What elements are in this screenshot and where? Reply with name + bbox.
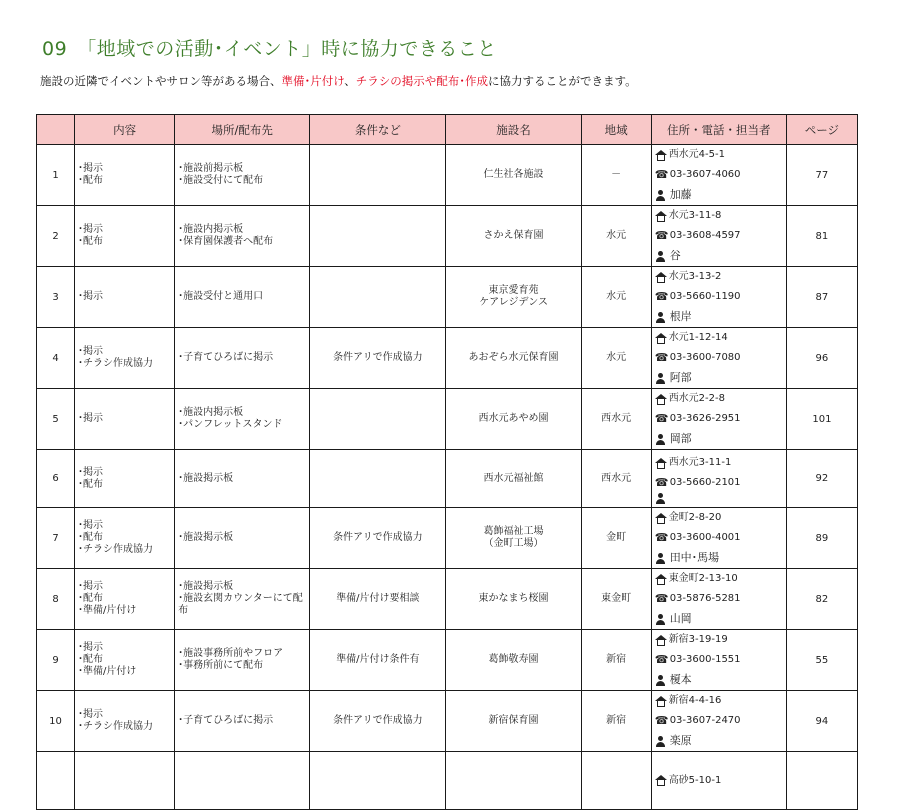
table-row	[37, 691, 858, 752]
contact-person	[655, 185, 786, 205]
row-facility: 葛飾敬寿園	[446, 630, 581, 691]
row-number: 3	[37, 267, 75, 328]
person-text: 榎本	[669, 673, 692, 686]
contact-address	[655, 771, 786, 791]
row-condition	[310, 267, 446, 328]
subtitle-part1: 施設の近隣でイベントやサロン等がある場合、	[40, 74, 282, 88]
contact-address	[655, 206, 786, 226]
telephone-icon: ☎	[654, 592, 669, 605]
row-facility: さかえ保育園	[446, 206, 581, 267]
person-icon	[655, 373, 666, 384]
person-icon	[655, 312, 666, 323]
contact-tel	[655, 528, 786, 548]
person-text: 加藤	[669, 188, 692, 201]
row-content: ･掲示 ･チラシ作成協力	[75, 691, 175, 752]
row-content: ･掲示 ･配布	[75, 145, 175, 206]
table-row	[37, 145, 858, 206]
row-place: ･施設内掲示板 ･保育園保護者へ配布	[175, 206, 310, 267]
row-place: ･施設掲示板 ･施設玄関カウンターにて配布	[175, 569, 310, 630]
contact-person	[655, 609, 786, 629]
person-text: 田中･馬場	[669, 551, 720, 564]
address-text: 西水元2-2-8	[668, 393, 725, 404]
contact-person	[655, 731, 786, 751]
row-page: 92	[786, 450, 857, 508]
row-page: 89	[786, 508, 857, 569]
row-number: 10	[37, 691, 75, 752]
row-number: 2	[37, 206, 75, 267]
person-icon	[655, 493, 666, 504]
row-contact	[651, 630, 786, 691]
row-condition: 準備/片付け要相談	[310, 569, 446, 630]
telephone-icon: ☎	[654, 653, 669, 666]
house-icon	[655, 211, 667, 222]
row-condition: 条件アリで作成協力	[310, 508, 446, 569]
row-page: 101	[786, 389, 857, 450]
tel-text: 03-5660-1190	[669, 291, 741, 302]
row-number: 6	[37, 450, 75, 508]
header-no	[37, 115, 75, 145]
row-number: 1	[37, 145, 75, 206]
row-contact	[651, 508, 786, 569]
row-facility: 新宿保育園	[446, 691, 581, 752]
row-contact	[651, 569, 786, 630]
contact-address	[655, 328, 786, 348]
contact-tel	[655, 287, 786, 307]
table-row	[37, 389, 858, 450]
row-page: 77	[786, 145, 857, 206]
tel-text: 03-3607-4060	[669, 169, 741, 180]
contact-person	[655, 246, 786, 266]
contact-tel	[655, 226, 786, 246]
person-text: 楽原	[669, 734, 692, 747]
facility-table	[36, 114, 858, 810]
contact-person	[655, 670, 786, 690]
row-condition: 条件アリで作成協力	[310, 691, 446, 752]
telephone-icon: ☎	[654, 714, 669, 727]
row-condition	[310, 450, 446, 508]
row-contact	[651, 752, 786, 810]
row-facility: 東かなまち桜園	[446, 569, 581, 630]
contact-tel	[655, 348, 786, 368]
row-area: 西水元	[581, 450, 651, 508]
row-condition	[310, 145, 446, 206]
table-header-row	[37, 115, 858, 145]
row-area	[581, 752, 651, 810]
row-page: 81	[786, 206, 857, 267]
contact-address	[655, 630, 786, 650]
row-content: ･掲示 ･配布	[75, 450, 175, 508]
tel-text: 03-3626-2951	[669, 413, 741, 424]
row-facility: あおぞら水元保育園	[446, 328, 581, 389]
address-text: 新宿4-4-16	[668, 695, 722, 706]
contact-address	[655, 508, 786, 528]
row-page: 55	[786, 630, 857, 691]
row-contact	[651, 267, 786, 328]
row-place	[175, 752, 310, 810]
person-text: 岡部	[669, 432, 692, 445]
contact-tel	[655, 711, 786, 731]
row-place: ･施設前掲示板 ･施設受付にて配布	[175, 145, 310, 206]
header-area: 地域	[581, 115, 651, 145]
row-facility: 東京愛育苑 ケアレジデンス	[446, 267, 581, 328]
tel-text: 03-3607-2470	[669, 715, 741, 726]
row-area: 東金町	[581, 569, 651, 630]
subtitle-highlight1: 準備･片付け	[281, 74, 345, 88]
row-area: 金町	[581, 508, 651, 569]
contact-tel	[655, 165, 786, 185]
row-content: ･掲示 ･配布 ･チラシ作成協力	[75, 508, 175, 569]
row-condition	[310, 389, 446, 450]
address-text: 東金町2-13-10	[668, 573, 738, 584]
row-content: ･掲示 ･配布 ･準備/片付け	[75, 630, 175, 691]
person-icon	[655, 736, 666, 747]
house-icon	[655, 394, 667, 405]
row-area: 水元	[581, 267, 651, 328]
row-contact	[651, 389, 786, 450]
row-area: 新宿	[581, 630, 651, 691]
contact-address	[655, 267, 786, 287]
page-subtitle	[40, 73, 637, 89]
row-place: ･施設内掲示板 ･パンフレットスタンド	[175, 389, 310, 450]
row-condition	[310, 752, 446, 810]
row-contact	[651, 328, 786, 389]
table-row	[37, 328, 858, 389]
house-icon	[655, 775, 667, 786]
telephone-icon: ☎	[654, 531, 669, 544]
telephone-icon: ☎	[654, 168, 669, 181]
row-page: 96	[786, 328, 857, 389]
contact-person	[655, 548, 786, 568]
row-content: ･掲示 ･配布	[75, 206, 175, 267]
house-icon	[655, 272, 667, 283]
row-content	[75, 752, 175, 810]
row-contact	[651, 691, 786, 752]
contact-person	[655, 429, 786, 449]
contact-address	[655, 569, 786, 589]
row-contact	[651, 450, 786, 508]
house-icon	[655, 150, 667, 161]
contact-address	[655, 389, 786, 409]
row-area: 新宿	[581, 691, 651, 752]
row-facility: 仁生社各施設	[446, 145, 581, 206]
address-text: 金町2-8-20	[668, 512, 722, 523]
house-icon	[655, 333, 667, 344]
tel-text: 03-5876-5281	[669, 593, 741, 604]
person-text: 根岸	[669, 310, 692, 323]
telephone-icon: ☎	[654, 290, 669, 303]
row-number	[37, 752, 75, 810]
table-row	[37, 206, 858, 267]
header-contact: 住所・電話・担当者	[651, 115, 786, 145]
row-place: ･子育てひろばに掲示	[175, 328, 310, 389]
telephone-icon: ☎	[654, 351, 669, 364]
row-content: ･掲示 ･配布 ･準備/片付け	[75, 569, 175, 630]
tel-text: 03-3600-1551	[669, 654, 741, 665]
row-area: 水元	[581, 328, 651, 389]
address-text: 高砂5-10-1	[668, 774, 722, 786]
header-place: 場所/配布先	[175, 115, 310, 145]
row-page	[786, 752, 857, 810]
address-text: 水元3-13-2	[668, 271, 722, 282]
tel-text: 03-5660-2101	[669, 477, 741, 488]
header-content: 内容	[75, 115, 175, 145]
person-text: 山岡	[669, 612, 692, 625]
row-place: ･施設受付と通用口	[175, 267, 310, 328]
row-content: ･掲示	[75, 267, 175, 328]
telephone-icon: ☎	[654, 412, 669, 425]
person-icon	[655, 675, 666, 686]
contact-address	[655, 145, 786, 165]
contact-address	[655, 453, 786, 473]
address-text: 西水元3-11-1	[668, 457, 732, 468]
row-condition	[310, 206, 446, 267]
row-area: 西水元	[581, 389, 651, 450]
tel-text: 03-3608-4597	[669, 230, 741, 241]
person-icon	[655, 434, 666, 445]
row-number: 8	[37, 569, 75, 630]
table-row	[37, 752, 858, 810]
house-icon	[655, 635, 667, 646]
page-title	[42, 34, 497, 61]
address-text: 水元1-12-14	[668, 332, 728, 343]
row-content: ･掲示	[75, 389, 175, 450]
address-text: 水元3-11-8	[668, 210, 722, 221]
row-number: 9	[37, 630, 75, 691]
subtitle-sep: 、	[344, 74, 356, 88]
house-icon	[655, 574, 667, 585]
row-area: 水元	[581, 206, 651, 267]
contact-person	[655, 307, 786, 327]
address-text: 新宿3-19-19	[668, 634, 728, 645]
person-icon	[655, 614, 666, 625]
telephone-icon: ☎	[654, 229, 669, 242]
house-icon	[655, 696, 667, 707]
person-icon	[655, 553, 666, 564]
section-number: 09	[42, 38, 68, 60]
row-place: ･子育てひろばに掲示	[175, 691, 310, 752]
row-contact	[651, 206, 786, 267]
row-page: 82	[786, 569, 857, 630]
contact-address	[655, 691, 786, 711]
header-page: ページ	[786, 115, 857, 145]
tel-text: 03-3600-4001	[669, 532, 741, 543]
row-area: －	[581, 145, 651, 206]
section-title: 「地域での活動･イベント」時に協力できること	[77, 38, 497, 60]
header-facility: 施設名	[446, 115, 581, 145]
person-text: 谷	[669, 249, 681, 262]
row-number: 4	[37, 328, 75, 389]
row-facility: 葛飾福祉工場 （金町工場）	[446, 508, 581, 569]
subtitle-highlight2: チラシの掲示や配布･作成	[355, 74, 489, 88]
contact-tel	[655, 650, 786, 670]
person-text: 阿部	[669, 371, 692, 384]
table-row	[37, 630, 858, 691]
row-place: ･施設事務所前やフロア ･事務所前にて配布	[175, 630, 310, 691]
row-condition: 条件アリで作成協力	[310, 328, 446, 389]
person-icon	[655, 251, 666, 262]
contact-tel	[655, 409, 786, 429]
row-page: 94	[786, 691, 857, 752]
header-condition: 条件など	[310, 115, 446, 145]
row-facility: 西水元あやめ園	[446, 389, 581, 450]
row-content: ･掲示 ･チラシ作成協力	[75, 328, 175, 389]
subtitle-part2: に協力することができます。	[488, 74, 637, 88]
table-row	[37, 569, 858, 630]
row-facility: 西水元福祉館	[446, 450, 581, 508]
table-row	[37, 267, 858, 328]
telephone-icon: ☎	[654, 476, 669, 489]
tel-text: 03-3600-7080	[669, 352, 741, 363]
row-number: 5	[37, 389, 75, 450]
row-page: 87	[786, 267, 857, 328]
contact-person	[655, 493, 786, 504]
house-icon	[655, 458, 667, 469]
row-facility	[446, 752, 581, 810]
contact-tel	[655, 473, 786, 493]
address-text: 西水元4-5-1	[668, 149, 725, 160]
table-row	[37, 450, 858, 508]
row-place: ･施設掲示板	[175, 508, 310, 569]
row-number: 7	[37, 508, 75, 569]
row-place: ･施設掲示板	[175, 450, 310, 508]
contact-person	[655, 368, 786, 388]
person-icon	[655, 190, 666, 201]
row-condition: 準備/片付け条件有	[310, 630, 446, 691]
house-icon	[655, 513, 667, 524]
row-contact	[651, 145, 786, 206]
table-row	[37, 508, 858, 569]
contact-tel	[655, 589, 786, 609]
